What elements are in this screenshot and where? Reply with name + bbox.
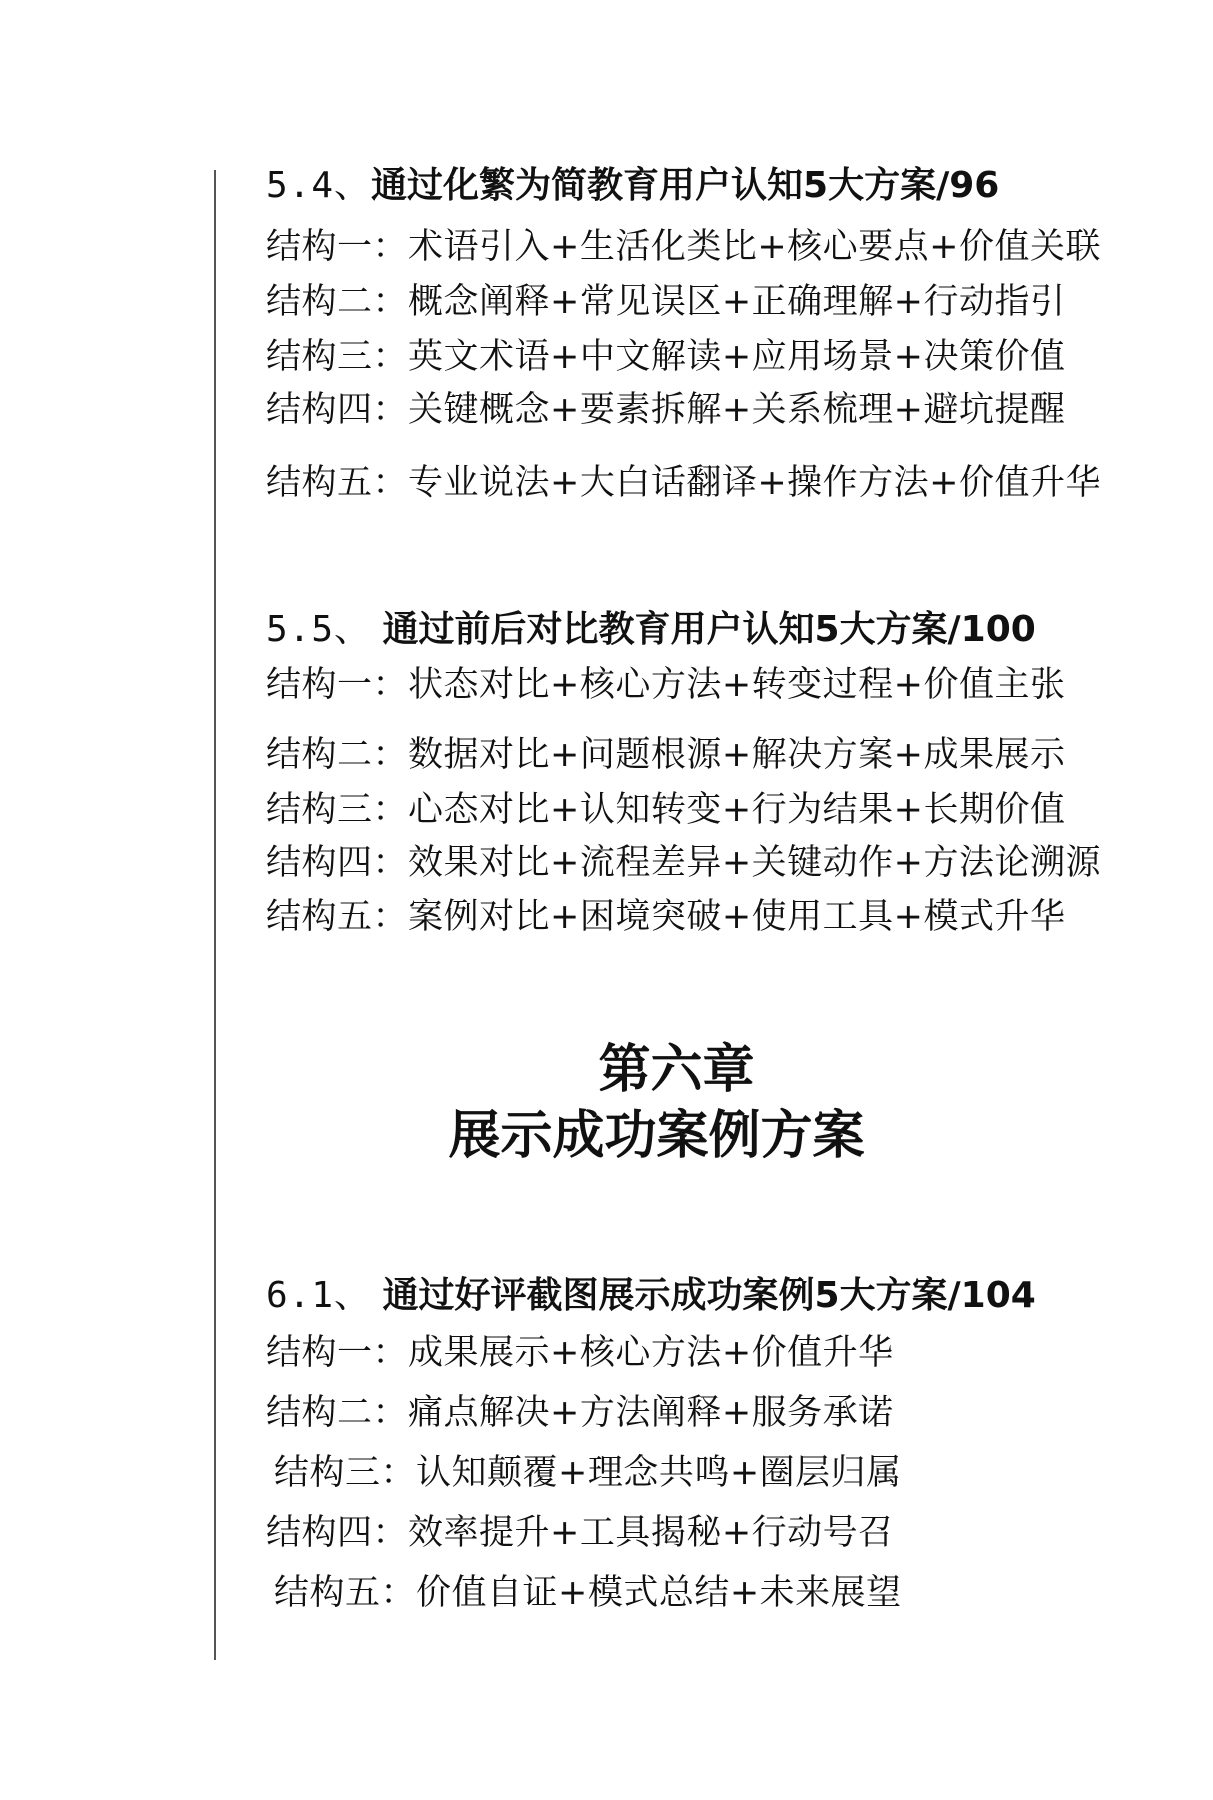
structure-item: 结构四：效果对比+流程差异+关键动作+方法论溯源	[266, 843, 1101, 883]
section-heading-6-1	[266, 1275, 1036, 1316]
structure-item: 结构四：关键概念+要素拆解+关系梳理+避坑提醒	[266, 390, 1066, 430]
left-margin-rule	[214, 170, 216, 1660]
structure-item: 结构二：数据对比+问题根源+解决方案+成果展示	[266, 735, 1066, 775]
structure-item: 结构五：价值自证+模式总结+未来展望	[274, 1573, 902, 1613]
structure-item: 结构一：状态对比+核心方法+转变过程+价值主张	[266, 665, 1066, 705]
section-number: 5.5、	[266, 609, 372, 650]
section-title: 通过好评截图展示成功案例5大方案/104	[382, 1275, 1036, 1316]
section-heading-5-5	[266, 609, 1036, 650]
section-title: 通过前后对比教育用户认知5大方案/100	[382, 609, 1036, 650]
chapter-title: 展示成功案例方案	[448, 1106, 865, 1166]
structure-item: 结构二：概念阐释+常见误区+正确理解+行动指引	[266, 282, 1066, 322]
section-heading-5-4	[266, 165, 1000, 206]
structure-item: 结构五：案例对比+困境突破+使用工具+模式升华	[266, 897, 1066, 937]
structure-item: 结构一：成果展示+核心方法+价值升华	[266, 1333, 894, 1373]
chapter-label: 第六章	[598, 1040, 755, 1100]
structure-item: 结构四：效率提升+工具揭秘+行动号召	[266, 1513, 894, 1553]
section-number: 6.1、	[266, 1275, 372, 1316]
structure-item: 结构一：术语引入+生活化类比+核心要点+价值关联	[266, 227, 1101, 267]
section-number: 5.4、	[266, 165, 372, 206]
section-title: 通过化繁为简教育用户认知5大方案/96	[371, 165, 1000, 206]
structure-item: 结构三：心态对比+认知转变+行为结果+长期价值	[266, 790, 1066, 830]
structure-item: 结构二：痛点解决+方法阐释+服务承诺	[266, 1393, 894, 1433]
structure-item: 结构五：专业说法+大白话翻译+操作方法+价值升华	[266, 463, 1101, 503]
structure-item: 结构三：认知颠覆+理念共鸣+圈层归属	[274, 1453, 902, 1493]
structure-item: 结构三：英文术语+中文解读+应用场景+决策价值	[266, 337, 1066, 377]
